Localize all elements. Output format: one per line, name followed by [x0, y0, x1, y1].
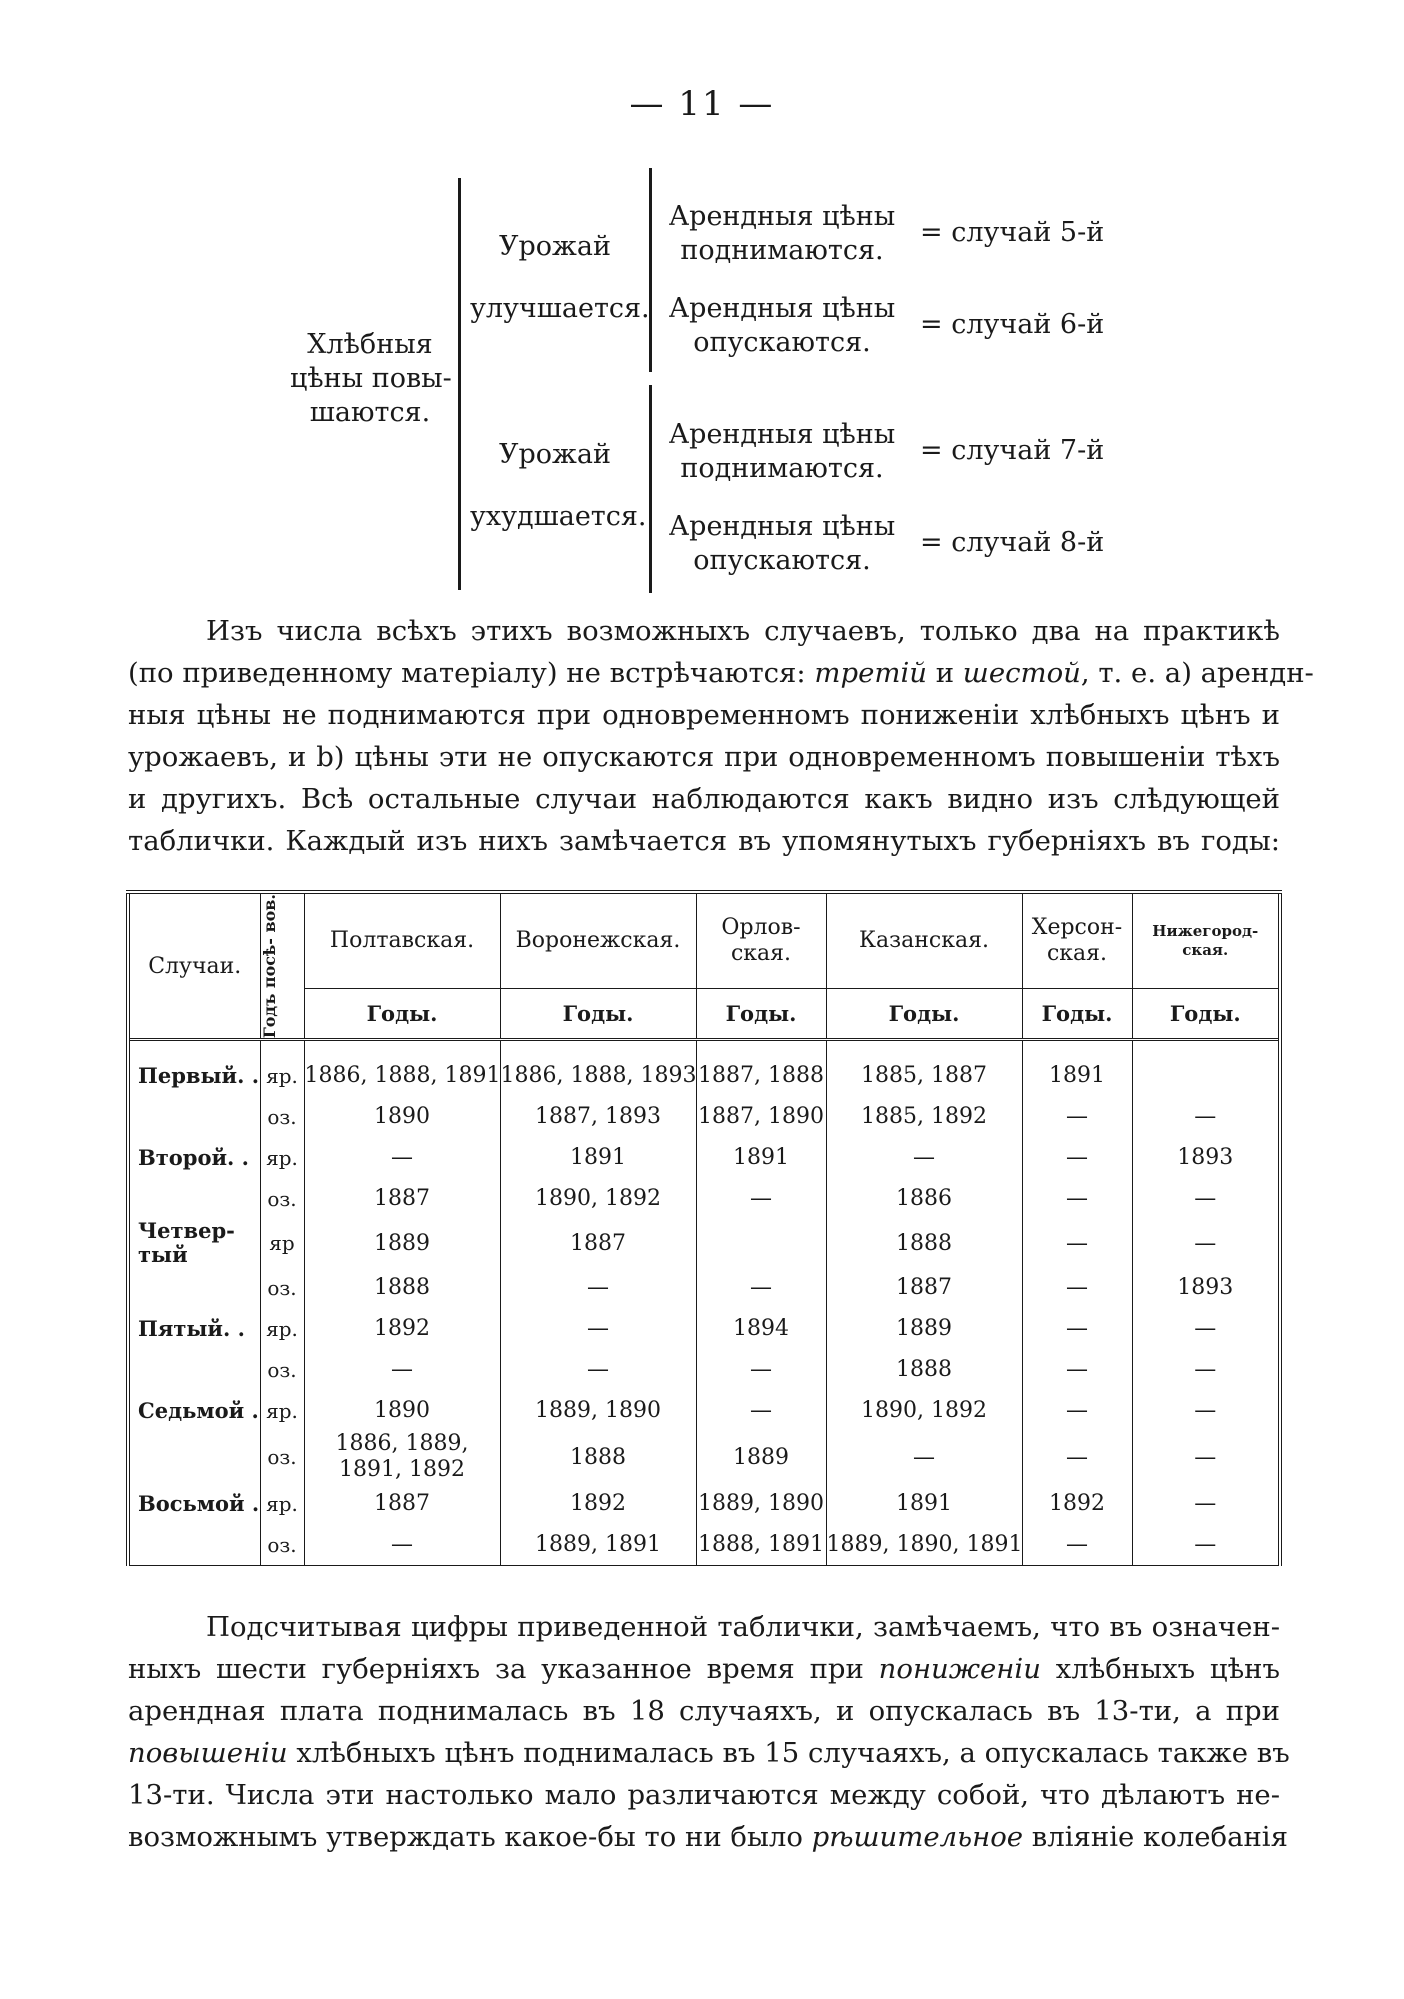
sowing-kind-cell: яр.: [260, 1483, 304, 1524]
case-cell: Второй. .: [128, 1137, 260, 1178]
year-cell: 1892: [304, 1308, 500, 1349]
year-cell: —: [1132, 1349, 1280, 1390]
table-row: [128, 1483, 1280, 1524]
year-cell: 1891: [826, 1483, 1022, 1524]
year-cell: —: [1132, 1431, 1280, 1483]
table-row: [128, 1096, 1280, 1137]
paragraph-1: Изъ числа всѣхъ этихъ возможныхъ случаевъ, только два на практикѣ (по приведенному матеріалу) не встрѣчаются: третій и шестой, т. е. а) арендн- ныя цѣны не поднимаются при одновременномъ пониженіи хлѣбныхъ цѣнъ и урожаевъ, и b) цѣны эти не опускаются при одновременномъ повышеніи тѣхъ и другихъ. Всѣ остальные случаи наблюдаются какъ видно изъ слѣдующей таблички. Каждый изъ нихъ замѣчается въ упомянутыхъ губерніяхъ въ годы:: [128, 615, 1314, 857]
group1-label-bottom: улучшается.: [470, 293, 650, 324]
header-kazan: Казанская.: [826, 892, 1022, 988]
year-cell: 1889: [304, 1219, 500, 1267]
sowing-kind-cell: оз.: [260, 1178, 304, 1219]
header-kherson: Херсон- ская.: [1022, 892, 1132, 988]
sowing-kind-cell: яр.: [260, 1137, 304, 1178]
table: [126, 890, 1282, 1566]
case-cell: Пятый. .: [128, 1308, 260, 1349]
year-cell: 1889: [696, 1431, 826, 1483]
case-cell: Восьмой .: [128, 1483, 260, 1524]
case-cell: [128, 1096, 260, 1137]
year-cell: 1885, 1892: [826, 1096, 1022, 1137]
group2-label-top: Урожай: [499, 439, 611, 470]
year-cell: —: [826, 1431, 1022, 1483]
case-cell: [128, 1431, 260, 1483]
year-cell: 1890: [304, 1390, 500, 1431]
sowing-kind-cell: оз.: [260, 1267, 304, 1308]
table-row: [128, 1349, 1280, 1390]
year-cell: 1886, 1888, 1891: [304, 1040, 500, 1097]
header-case: Случаи.: [128, 892, 260, 1040]
year-cell: —: [500, 1308, 696, 1349]
scheme-left-label: Хлѣбныя цѣны повы- шаются.: [290, 329, 452, 428]
sowing-kind-cell: оз.: [260, 1349, 304, 1390]
year-cell: —: [1022, 1390, 1132, 1431]
years-label: Годы.: [1132, 988, 1280, 1039]
table-row: [128, 1431, 1280, 1483]
year-cell: —: [1132, 1524, 1280, 1566]
years-label: Годы.: [696, 988, 826, 1039]
year-cell: —: [1132, 1308, 1280, 1349]
year-cell: 1887: [500, 1219, 696, 1267]
header-nizhny: Нижегород- ская.: [1132, 892, 1280, 988]
year-cell: —: [304, 1349, 500, 1390]
table-body: [128, 1040, 1280, 1566]
table-row: [128, 1524, 1280, 1566]
year-cell: 1892: [1022, 1483, 1132, 1524]
year-cell: 1889, 1890: [500, 1390, 696, 1431]
year-cell: 1891: [500, 1137, 696, 1178]
sowing-kind-cell: оз.: [260, 1096, 304, 1137]
sowing-kind-cell: яр: [260, 1219, 304, 1267]
year-cell: [1132, 1040, 1280, 1097]
outer-brace: [458, 178, 461, 590]
year-cell: 1888, 1891: [696, 1524, 826, 1566]
case8-result: = случай 8-й: [920, 527, 1105, 558]
table-row: [128, 1308, 1280, 1349]
year-cell: 1894: [696, 1308, 826, 1349]
year-cell: 1887, 1888: [696, 1040, 826, 1097]
case-cell: [128, 1267, 260, 1308]
sowing-kind-cell: оз.: [260, 1524, 304, 1566]
year-cell: —: [1022, 1178, 1132, 1219]
year-cell: —: [1022, 1524, 1132, 1566]
years-label: Годы.: [826, 988, 1022, 1039]
table-row: [128, 1040, 1280, 1097]
case6-text: Арендныя цѣны опускаются.: [668, 293, 896, 358]
sowing-kind-cell: яр.: [260, 1040, 304, 1097]
year-cell: 1893: [1132, 1137, 1280, 1178]
year-cell: 1888: [826, 1219, 1022, 1267]
table-row: [128, 1390, 1280, 1431]
table-row: [128, 1267, 1280, 1308]
year-cell: —: [500, 1267, 696, 1308]
table-row: [128, 1219, 1280, 1267]
year-cell: —: [1132, 1390, 1280, 1431]
case-cell: Первый. .: [128, 1040, 260, 1097]
case-cell: Седьмой .: [128, 1390, 260, 1431]
year-cell: [696, 1219, 826, 1267]
year-cell: —: [1132, 1483, 1280, 1524]
years-label: Годы.: [500, 988, 696, 1039]
year-cell: —: [696, 1267, 826, 1308]
case-cell: Четвер- тый: [128, 1219, 260, 1267]
group1-label-top: Урожай: [499, 231, 611, 262]
year-cell: 1889: [826, 1308, 1022, 1349]
year-cell: —: [696, 1390, 826, 1431]
year-cell: 1887: [304, 1178, 500, 1219]
paragraph-2: Подсчитывая цифры приведенной таблички, замѣчаемъ, что въ означен- ныхъ шести губерніяхъ за указанное время при пониженіи хлѣбныхъ цѣнъ арендная плата поднималась въ 18 случаяхъ, и опускалась въ 13-ти, а при повышеніи хлѣбныхъ цѣнъ поднималась въ 15 случаяхъ, а опускалась также въ 13-ти. Числа эти настолько мало различаются между собой, что дѣлаютъ не- возможнымъ утверждать какое-бы то ни было рѣшительное вліяніе колебанія: [128, 1611, 1290, 1853]
case8-text: Арендныя цѣны опускаются.: [668, 511, 896, 576]
header-voronezh: Воронежская.: [500, 892, 696, 988]
year-cell: 1891: [1022, 1040, 1132, 1097]
year-cell: —: [1132, 1096, 1280, 1137]
year-cell: —: [304, 1137, 500, 1178]
year-cell: 1890, 1892: [826, 1390, 1022, 1431]
year-cell: —: [696, 1349, 826, 1390]
year-cell: 1888: [304, 1267, 500, 1308]
year-cell: —: [304, 1524, 500, 1566]
year-cell: 1887, 1893: [500, 1096, 696, 1137]
table-row: [128, 1137, 1280, 1178]
sowing-kind-cell: яр.: [260, 1308, 304, 1349]
year-cell: 1887, 1890: [696, 1096, 826, 1137]
year-cell: 1889, 1891: [500, 1524, 696, 1566]
year-cell: —: [1022, 1137, 1132, 1178]
years-table: [126, 890, 1278, 1566]
year-cell: —: [1022, 1219, 1132, 1267]
year-cell: —: [1132, 1178, 1280, 1219]
case6-result: = случай 6-й: [920, 309, 1105, 340]
header-poltava: Полтавская.: [304, 892, 500, 988]
page-number: — 11 —: [629, 84, 775, 124]
year-cell: 1887: [304, 1483, 500, 1524]
year-cell: 1889, 1890, 1891: [826, 1524, 1022, 1566]
year-cell: —: [826, 1137, 1022, 1178]
year-cell: 1885, 1887: [826, 1040, 1022, 1097]
group2-brace: [649, 385, 652, 593]
sowing-kind-cell: оз.: [260, 1431, 304, 1483]
year-cell: 1892: [500, 1483, 696, 1524]
year-cell: 1887: [826, 1267, 1022, 1308]
year-cell: —: [1022, 1267, 1132, 1308]
case-cell: [128, 1349, 260, 1390]
header-sowing: Годъ посѣ- вов.: [260, 892, 304, 1040]
years-label: Годы.: [1022, 988, 1132, 1039]
table-row: [128, 1178, 1280, 1219]
year-cell: 1890, 1892: [500, 1178, 696, 1219]
year-cell: —: [1022, 1349, 1132, 1390]
year-cell: —: [1132, 1219, 1280, 1267]
year-cell: —: [696, 1178, 826, 1219]
case-cell: [128, 1178, 260, 1219]
year-cell: —: [1022, 1431, 1132, 1483]
year-cell: 1888: [500, 1431, 696, 1483]
year-cell: 1889, 1890: [696, 1483, 826, 1524]
year-cell: —: [500, 1349, 696, 1390]
case7-text: Арендныя цѣны поднимаются.: [668, 419, 896, 484]
case5-text: Арендныя цѣны поднимаются.: [668, 201, 896, 266]
year-cell: 1888: [826, 1349, 1022, 1390]
year-cell: 1886: [826, 1178, 1022, 1219]
header-orel: Орлов- ская.: [696, 892, 826, 988]
year-cell: 1886, 1888, 1893: [500, 1040, 696, 1097]
year-cell: —: [1022, 1308, 1132, 1349]
year-cell: 1886, 1889, 1891, 1892: [304, 1431, 500, 1483]
year-cell: 1893: [1132, 1267, 1280, 1308]
group2-label-bottom: ухудшается.: [470, 501, 647, 532]
year-cell: —: [1022, 1096, 1132, 1137]
group1-brace: [649, 168, 652, 372]
case7-result: = случай 7-й: [920, 435, 1105, 466]
years-label: Годы.: [304, 988, 500, 1039]
year-cell: 1891: [696, 1137, 826, 1178]
sowing-kind-cell: яр.: [260, 1390, 304, 1431]
case-cell: [128, 1524, 260, 1566]
year-cell: 1890: [304, 1096, 500, 1137]
case5-result: = случай 5-й: [920, 217, 1105, 248]
